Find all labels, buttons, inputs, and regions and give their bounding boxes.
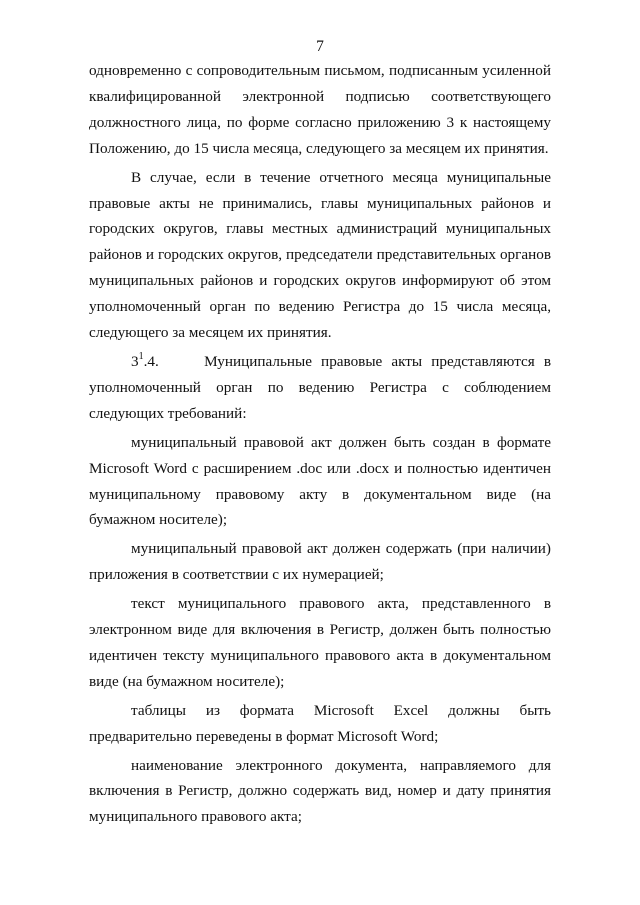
clause-number: $3^1.4$. bbox=[131, 350, 159, 370]
paragraph-clause-3-1-4 bbox=[89, 349, 551, 427]
document-body bbox=[89, 58, 551, 830]
page-number: 7 bbox=[316, 38, 324, 55]
clause-text: Муниципальные правовые акты представляются в уполномоченный орган по ведению Регистра с соблюдением следующих требований: bbox=[89, 352, 551, 422]
paragraph-continuation: одновременно с сопроводительным письмом, подписанным усиленной квалифицированной электронной подписью соответствующего должностного лица, по форме согласно приложению 3 к настоящему Положению, до 15 числа месяца, следующего за месяцем их принятия. bbox=[89, 62, 551, 157]
requirement-word-format: муниципальный правовой акт должен быть создан в формате Microsoft Word с расширением .doc или .docx и полностью идентичен муниципальному правовому акту в документальном виде (на бумажном носителе); bbox=[89, 433, 551, 529]
requirement-excel-tables: таблицы из формата Microsoft Excel должны быть предварительно переведены в формат Microsoft Word; bbox=[89, 701, 551, 745]
requirement-document-name: наименование электронного документа, направляемого для включения в Регистр, должно содержать вид, номер и дату принятия муниципального правового акта; bbox=[89, 756, 551, 826]
requirement-attachments: муниципальный правовой акт должен содержать (при наличии) приложения в соответствии с их нумерацией; bbox=[89, 540, 551, 584]
requirement-identical-text: текст муниципального правового акта, представленного в электронном виде для включения в Регистр, должен быть полностью идентичен тексту муниципального правового акта в документальном виде (на бумажном носителе); bbox=[89, 595, 551, 690]
paragraph-no-acts-notice: В случае, если в течение отчетного месяца муниципальные правовые акты не принимались, главы муниципальных районов и городских округов, главы местных администраций муниципальных районов и городских округов, председатели представительных органов муниципальных районов и городских округов информируют об этом уполномоченный орган по ведению Регистра до 15 числа месяца, следующего за месяцем их принятия. bbox=[89, 168, 551, 342]
